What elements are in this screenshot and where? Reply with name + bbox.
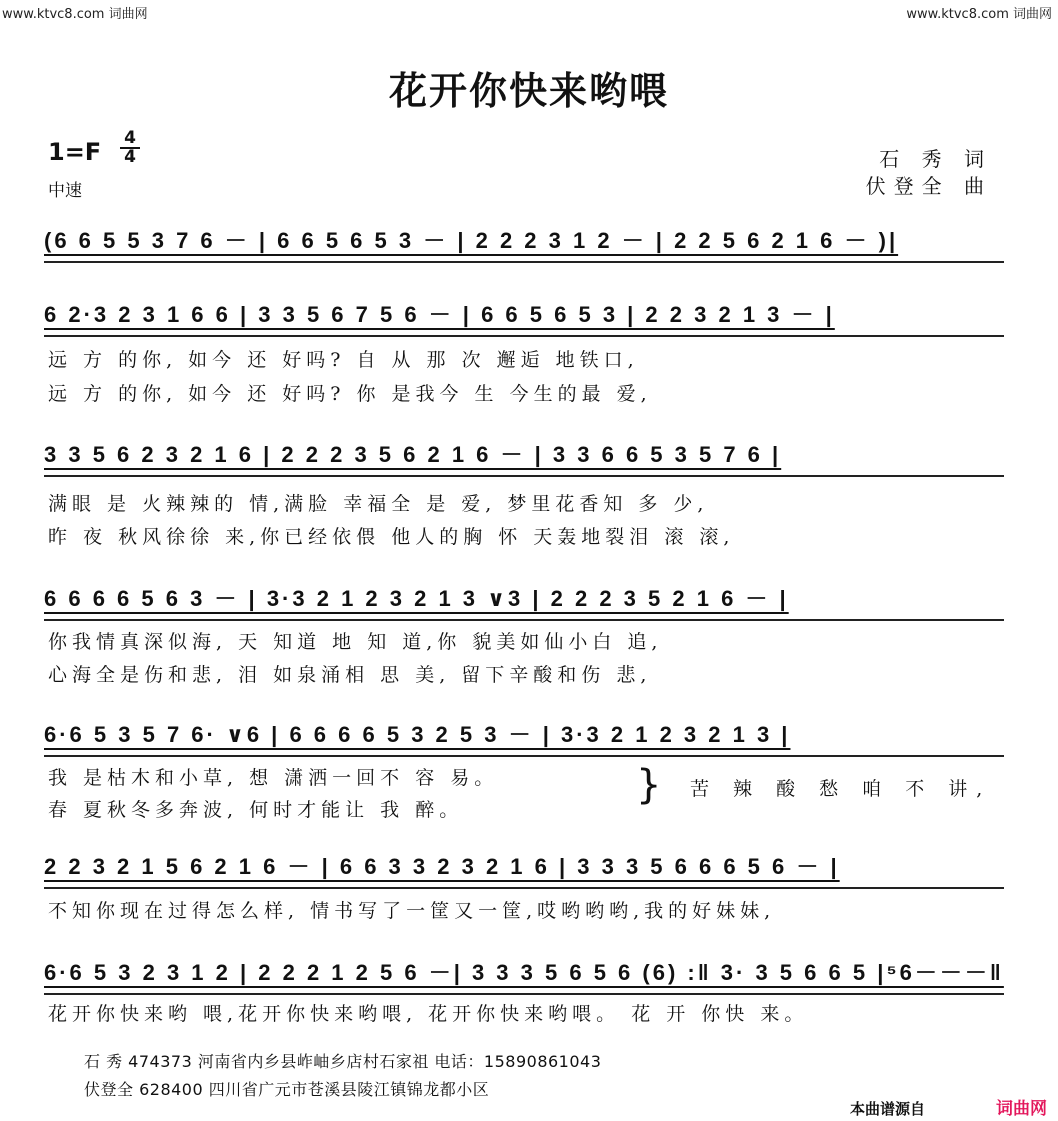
lyric-line-3a: 满眼 是 火辣辣的 情,满脸 幸福全 是 爱, 梦里花香知 多 少,: [48, 493, 709, 515]
key-signature: 1=F: [48, 138, 102, 166]
footer-contact-1: 石 秀 474373 河南省内乡县岞岫乡店村石家祖 电话：15890861043: [84, 1052, 602, 1071]
composer-credit: 伏登全 曲: [865, 174, 992, 198]
notation-line-3: 3 3 5 6 2 3 2 1 6 | 2 2 2 3 5 6 2 1 6 － | 3 3 6 6 5 3 5 7 6 |: [44, 438, 1004, 477]
footer-contact-2: 伏登全 628400 四川省广元市苍溪县陵江镇锦龙都小区: [84, 1080, 490, 1099]
lyric-line-7: 花开你快来哟 喂,花开你快来哟喂, 花开你快来哟喂。 花 开 你快 来。: [48, 1003, 809, 1025]
lyric-line-2a: 远 方 的你, 如今 还 好吗? 自 从 那 次 邂逅 地铁口,: [48, 349, 639, 371]
lyric-line-3b: 昨 夜 秋风徐徐 来,你已经依偎 他人的胸 怀 天轰地裂泪 滚 滚,: [48, 526, 735, 548]
watermark-right: www.ktvc8.com 词曲网: [906, 7, 1052, 22]
lyric-line-4b: 心海全是伤和悲, 泪 如泉涌相 思 美, 留下辛酸和伤 悲,: [48, 664, 652, 686]
lyric-line-4a: 你我情真深似海, 天 知道 地 知 道,你 貌美如仙小白 追,: [48, 631, 663, 653]
chorus-lyric: 苦 辣 酸 愁 咱 不 讲,: [690, 778, 992, 800]
lyric-line-2b: 远 方 的你, 如今 还 好吗? 你 是我今 生 今生的最 爱,: [48, 383, 652, 405]
brace-bracket: }: [636, 762, 662, 808]
notation-line-5: 6·6 5 3 5 7 6· ∨6 | 6 6 6 6 5 3 2 5 3 － | 3·3 2 1 2 3 2 1 3 |: [44, 718, 1004, 757]
lyric-line-5b: 春 夏秋冬多奔波, 何时才能让 我 醉。: [48, 799, 464, 821]
notation-line-6: 2 2 3 2 1 5 6 2 1 6 － | 6 6 3 3 2 3 2 1 6 | 3 3 3 5 6 6 6 5 6 － |: [44, 850, 1004, 889]
lyric-line-5a: 我 是枯木和小草, 想 潇洒一回不 容 易。: [48, 767, 499, 789]
time-signature-bottom: 4: [120, 147, 140, 166]
site-logo[interactable]: 词曲网: [996, 1099, 1047, 1119]
notation-line-7: 6·6 5 3 2 3 1 2 | 2 2 2 1 2 5 6 －| 3 3 3 5 6 5 6 (6) :‖ 3· 3 5 6 6 5 |⁵6－－－‖: [44, 956, 1004, 995]
notation-line-2: 6 2·3 2 3 1 6 6 | 3 3 5 6 7 5 6 － | 6 6 5 6 5 3 | 2 2 3 2 1 3 － |: [44, 298, 1004, 337]
time-signature-top: 4: [124, 128, 136, 148]
time-signature: [120, 130, 140, 166]
lyricist-credit: 石 秀 词: [879, 147, 992, 171]
watermark-left: www.ktvc8.com 词曲网: [2, 7, 148, 22]
page-title: 花开你快来哟喂: [388, 68, 669, 113]
source-label: 本曲谱源自: [850, 1100, 926, 1118]
lyric-line-6: 不知你现在过得怎么样, 情书写了一筐又一筐,哎哟哟哟,我的好妹妹,: [48, 900, 776, 922]
notation-line-4: 6 6 6 6 5 6 3 － | 3·3 2 1 2 3 2 1 3 ∨3 | 2 2 2 3 5 2 1 6 － |: [44, 582, 1004, 621]
notation-line-1: (6 6 5 5 3 7 6 － | 6 6 5 6 5 3 － | 2 2 2 3 1 2 － | 2 2 5 6 2 1 6 － )|: [44, 224, 1004, 263]
tempo-marking: 中速: [48, 181, 82, 201]
